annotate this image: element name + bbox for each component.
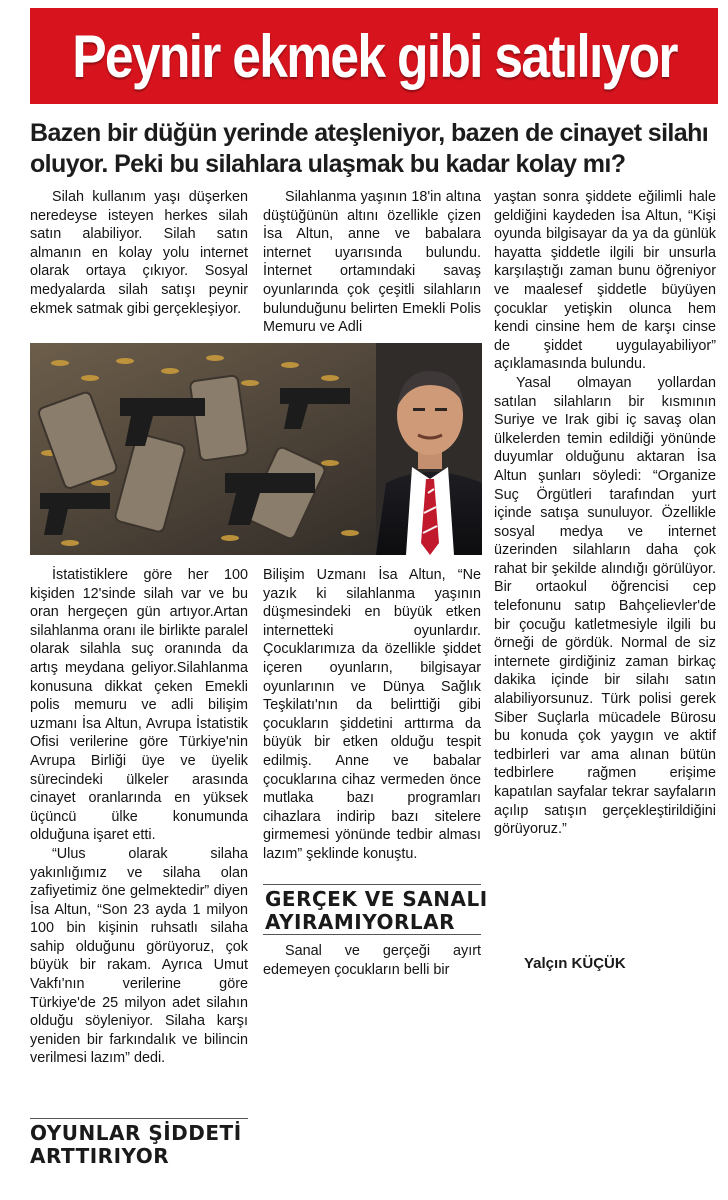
column-2-bottom — [263, 566, 481, 864]
section-head-line: AYIRAMIYORLAR — [265, 910, 456, 934]
paragraph: İstatistiklere göre her 100 kişiden 12'sinde silah var ve bu oran hergeçen gün artıyor.Artan silahlanma oranı ile birlikte paralel olarak silahla suç oranında da artış meydana geliyor.Silahlanma konusuna dikkat çeken Emekli polis memuru ve adli bilişim uzmanı İsa Altun, Avrupa İstatistik Ofisi verilerine göre Türkiye'nin Avrupa Birliği üye ve üyelik sürecindeki ülkeler arasında cinayet oranlarında en yüksek üçüncü ülke konumunda olduğuna işaret etti. — [30, 567, 248, 844]
subheadline: Bazen bir düğün yerinde ateşleniyor, bazen de cinayet silahı oluyor. Peki bu silahlara ulaşmak bu kadar kolay mı? — [30, 119, 709, 178]
section-head-line: ARTTIRIYOR — [30, 1144, 170, 1168]
headline: Peynir ekmek gibi satılıyor — [71, 22, 677, 90]
paragraph: yaştan sonra şiddete eğilimli hale geldiğini kaydeden İsa Altun, “Kişi oyunda bilgisayar da ya da günlük hayatta şiddetle ilgili bir unsurla karşılaştığı zaman bunu öğreniyor ve maalesef şiddetle büyüyen çocuklar yetişkin olunca hem kendi cinsine hem de karşı cinse de şiddet uygulayabiliyor” açıklamasında bulundu. — [494, 189, 716, 373]
section-rule — [30, 1118, 248, 1119]
paragraph: Yasal olmayan yollardan satılan silahların bir kısmının Suriye ve Irak gibi iç savaş olan ülkelerden temin edildiği yönünde duyumlar olduğunu aktaran İsa Altun şunları söyledi: “Organize Suç Örgütleri tarafından yurt içinde satışa sunuluyor. Özellikle sosyal medya ve internet üzerinden silahların daha çok rahat bir şekilde alındığı görülüyor. Bir ortaokul öğrencisi cep telefonunu satıp Bahçelievler'de bir çocuğu katletmesiyle ilgili bu örneği de gördük. Normal de siz internete girdiğiniz zaman birkaç dakika içinde bir silahı satın alabiliyorsunuz. Türk polisi gerek Siber Suçlarla mücadele Bürosu bu konuda çok yaygın ve aktif tedbirleri var ama alınan bütün tedbirlere rağmen erişime kapatılan sayfalar tekrar sayfaların açılıp satışın gerçekleştirildiğini görüyoruz.” — [494, 374, 716, 838]
column-2-end — [263, 942, 481, 979]
paragraph: “Ulus olarak silaha yakınlığımız ve silaha olan zafiyetimiz öne gelmektedir” diyen İsa Altun, “Son 23 ayda 1 milyon 100 bin kişinin ruhsatlı silaha sahip olduğunu görüyoruz, çok büyük bir rakam. Ayrıca Umut Vakfı'nın verilerine göre Türkiye'de 25 milyon adet silahın olduğu söyleniyor. Silaha karşı yeniden bir farkındalık ve bilincin verilmesi lazım” dedi. — [30, 845, 248, 1067]
section-head-reality — [265, 888, 488, 934]
column-1-bottom — [30, 566, 248, 1068]
section-head-line: GERÇEK VE SANALI — [265, 887, 488, 911]
column-3 — [494, 188, 716, 839]
paragraph: Silahlanma yaşının 18'in altına düştüğünün altını özellikle çizen İsa Altun, anne ve babalara internet uyarısında bulundu. İnternet ortamındaki savaş oyunlarında çok çeşitli silahların bulunduğunu belirten Emekli Polis Memuru ve Adli — [263, 189, 481, 336]
paragraph: Bilişim Uzmanı İsa Altun, “Ne yazık ki silahlanma yaşının düşmesindeki en büyük etken internetteki oyunlardır. Çocuklarımıza da özellikle şiddet içeren oyunların, bilgisayar oyunlarının ve Dünya Sağlık Teşkilatı'nın da belirttiği gibi çocukların şiddetini arttırma da büyük bir etken olduğu tespit edilmiş. Anne ve babalar çocuklarına cihaz vermeden önce mutlaka bazı programları cihazlara indirip bazı sitelere girmemesi yönünde tedbir alması lazım” şeklinde konuştu. — [263, 567, 481, 862]
section-head-line: OYUNLAR ŞİDDETİ — [30, 1121, 242, 1145]
column-1-top — [30, 188, 248, 318]
paragraph: Silah kullanım yaşı düşerken neredeyse isteyen herkes silah satın alabiliyor. Silah satın almanın en kolay yolu internet olarak ortaya çıkıyor. Sosyal medyalarda silah satışı peynir ekmek satmak gibi gerçekleşiyor. — [30, 189, 248, 317]
section-rule — [263, 934, 481, 935]
headline-banner — [30, 8, 718, 104]
article-photo — [30, 343, 482, 555]
section-head-games — [30, 1122, 242, 1168]
paragraph: Sanal ve gerçeği ayırt edemeyen çocukların belli bir — [263, 943, 481, 978]
portrait — [376, 343, 482, 555]
column-2-top — [263, 188, 481, 337]
section-rule — [263, 884, 481, 885]
byline: Yalçın KÜÇÜK — [524, 955, 626, 972]
